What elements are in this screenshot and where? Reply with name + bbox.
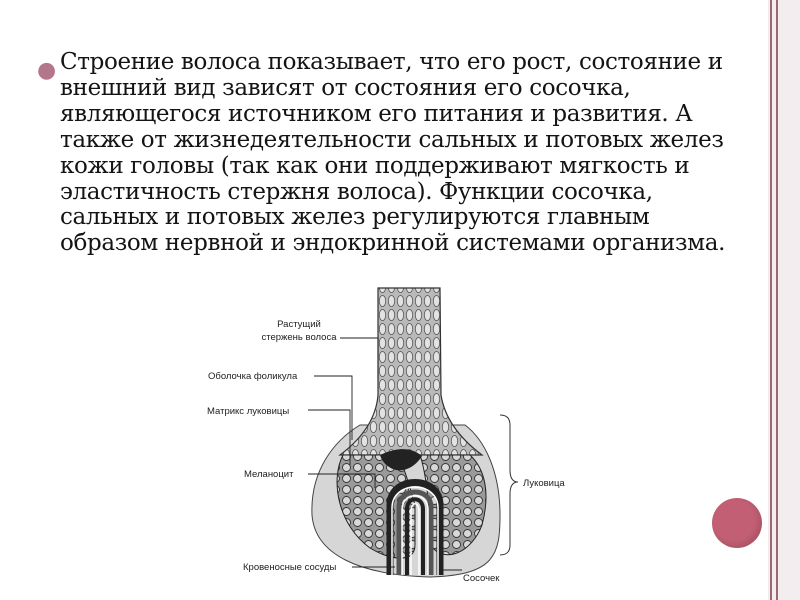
bulb-bracket <box>500 415 518 555</box>
label-bulb: Луковица <box>523 478 565 489</box>
label-melanocyte: Меланоцит <box>244 469 294 480</box>
bullet-ring-icon: ● <box>37 58 57 83</box>
label-growing-shaft-1: Растущий <box>277 319 321 330</box>
label-growing-shaft-2: стержень волоса <box>261 332 337 343</box>
label-papilla: Сосочек <box>463 573 500 584</box>
slide-paragraph: Строение волоса показывает, что его рост, состояние и внешний вид зависят от состояния его сосочка, являющегося источником его питания и развития. А также от жизнедеятельности сальных и потовых желез кожи головы (так как они поддерживают мягкость и эластичность стержня волоса). Функции сосочка, сальных и потовых желез регулируются главным образом нервной и эндокринной системами организма. <box>60 49 731 257</box>
label-follicle-sheath: Оболочка фоликула <box>208 371 298 382</box>
label-blood-vessels: Кровеносные сосуды <box>243 562 337 573</box>
label-bulb-matrix: Матрикс луковицы <box>207 406 290 417</box>
